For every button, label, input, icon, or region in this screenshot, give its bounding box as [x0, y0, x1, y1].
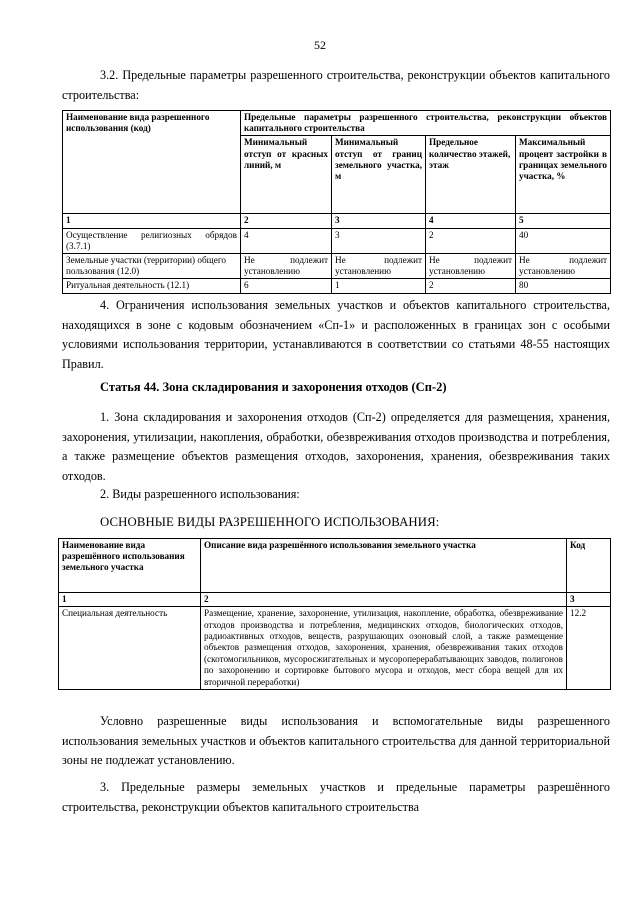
- use-name: Специальная деятельность: [59, 607, 201, 690]
- cell-value: 1: [332, 279, 426, 293]
- subheader-max-coverage: Максимальный процент застройки в границах земельного участка, %: [516, 136, 611, 214]
- column-number: 5: [516, 214, 611, 228]
- cell-value: 6: [241, 279, 332, 293]
- header-params: Предельные параметры разрешенного строительства, реконструкции объектов капитального строительства: [241, 111, 611, 136]
- table-row: [59, 607, 611, 690]
- column-number: 3: [567, 593, 611, 607]
- subheader-boundary-setback: Минимальный отступ от границ земельного участка, м: [332, 136, 426, 214]
- column-number: 4: [426, 214, 516, 228]
- header-use-type: Наименование вида разрешенного использования (код): [63, 111, 241, 214]
- column-number: 3: [332, 214, 426, 228]
- section-3-2-text: 3.2. Предельные параметры разрешенного строительства, реконструкции объектов капитального строительства:: [62, 68, 610, 102]
- page-number: 52: [314, 38, 326, 52]
- building-parameters-table: [62, 110, 611, 294]
- use-name: Ритуальная деятельность (12.1): [63, 279, 241, 293]
- header-use-name: Наименование вида разрешённого использования земельного участка: [59, 539, 201, 593]
- subheader-max-floors: Предельное количество этажей, этаж: [426, 136, 516, 214]
- cell-value: 2: [426, 228, 516, 253]
- article-44-paragraph-2: 2. Виды разрешенного использования:: [100, 487, 300, 501]
- article-44-paragraph-1: 1. Зона складирования и захоронения отходов (Сп-2) определяется для размещения, хранения, захоронения, утилизации, накопления, обработки, обезвреживания отходов производства и потребления, а также размещение объектов размещения отходов, захоронения, хранения, обезвреживания таких отходов.: [62, 410, 610, 483]
- column-number: 1: [59, 593, 201, 607]
- main-uses-title: ОСНОВНЫЕ ВИДЫ РАЗРЕШЕННОГО ИСПОЛЬЗОВАНИЯ:: [100, 515, 440, 529]
- use-name: Осуществление религиозных обрядов (3.7.1): [63, 228, 241, 253]
- cell-value: Не подлежит установлению: [426, 254, 516, 279]
- subheader-red-line-setback: Минимальный отступ от красных линий, м: [241, 136, 332, 214]
- table-row: [63, 228, 611, 253]
- table-row: [63, 254, 611, 279]
- column-number: 2: [201, 593, 567, 607]
- cell-value: 40: [516, 228, 611, 253]
- cell-value: Не подлежит установлению: [332, 254, 426, 279]
- cell-value: Не подлежит установлению: [516, 254, 611, 279]
- use-code: 12.2: [567, 607, 611, 690]
- column-number: 1: [63, 214, 241, 228]
- article-44-heading: Статья 44. Зона складирования и захоронения отходов (Сп-2): [100, 380, 447, 394]
- cell-value: 2: [426, 279, 516, 293]
- cell-value: 3: [332, 228, 426, 253]
- cell-value: 4: [241, 228, 332, 253]
- header-code: Код: [567, 539, 611, 593]
- header-use-description: Описание вида разрешённого использования земельного участка: [201, 539, 567, 593]
- paragraph-4: 4. Ограничения использования земельных участков и объектов капитального строительства, находящихся в зоне с кодовым обозначением «Сп-1» и расположенных в границах зон с особыми условиями использования территории, устанавливаются в соответствии со статьями 48-55 настоящих Правил.: [62, 298, 610, 371]
- use-description: Размещение, хранение, захоронение, утилизация, накопление, обработка, обезвреживание отходов производства и потребления, медицинских отходов, биологических отходов, радиоактивных отходов, веществ, разрушающих озоновый слой, а также размещение объектов размещения отходов, захоронения, хранения, обезвреживания таких отходов (скотомогильников, мусоросжигательных и мусороперерабатывающих заводов, полигонов по захоронению и сортировке бытового мусора и отходов, мест сбора вещей для их вторичной переработки): [201, 607, 567, 690]
- main-uses-table: [58, 538, 611, 690]
- cell-value: Не подлежит установлению: [241, 254, 332, 279]
- column-number: 2: [241, 214, 332, 228]
- conditional-uses-text: Условно разрешенные виды использования и вспомогательные виды разрешенного использования земельных участков и объектов капитального строительства для данной территориальной зоны не подлежат установлению.: [62, 714, 610, 767]
- table-row: [63, 279, 611, 293]
- cell-value: 80: [516, 279, 611, 293]
- paragraph-3: 3. Предельные размеры земельных участков и предельные параметры разрешённого строительства, реконструкции объектов капитального строительства: [62, 780, 610, 814]
- use-name: Земельные участки (территории) общего пользования (12.0): [63, 254, 241, 279]
